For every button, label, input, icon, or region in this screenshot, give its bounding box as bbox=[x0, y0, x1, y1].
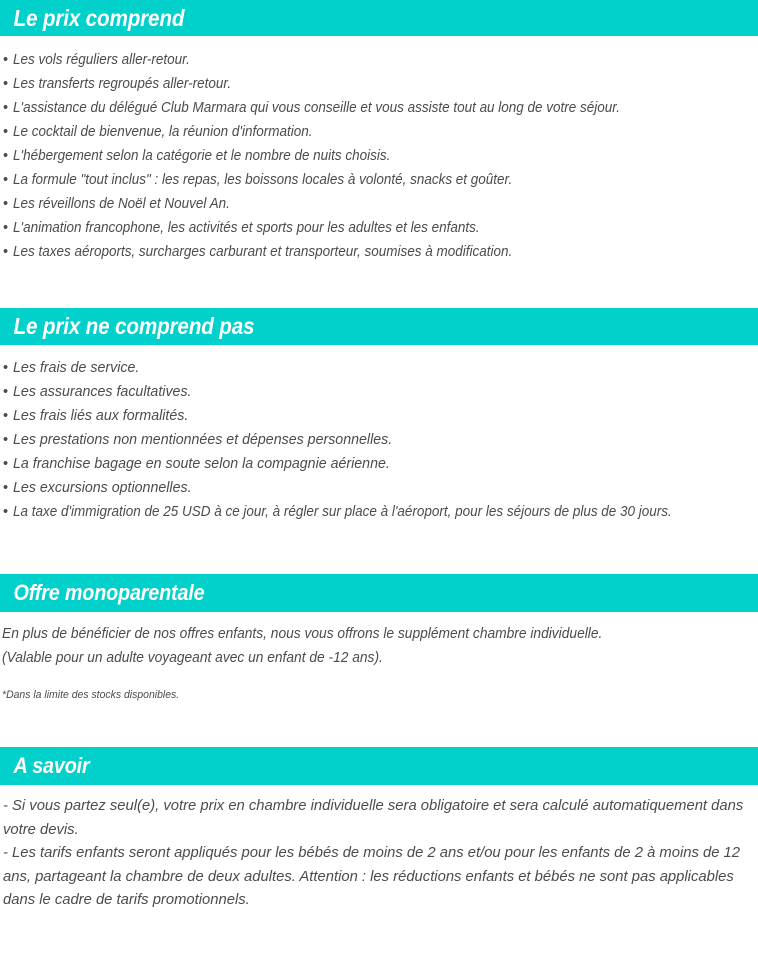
section-header-offre-monoparentale bbox=[0, 574, 758, 612]
section-title: Le prix comprend bbox=[13, 4, 185, 31]
list-item-label: Le cocktail de bienvenue, la réunion d'information. bbox=[13, 124, 313, 140]
section-spacer bbox=[0, 524, 758, 574]
paragraph: - Les tarifs enfants seront appliqués pour les bébés de moins de 2 ans et/ou pour les enfants de 2 à moins de 12 ans, partageant la chambre de deux adultes. Attention : les réductions enfants et bébés ne sont pas applicables dans le cadre de tarifs promotionnels. bbox=[3, 845, 741, 908]
bullet-dot-icon: • bbox=[3, 220, 9, 236]
list-item-label: Les réveillons de Noël et Nouvel An. bbox=[13, 196, 230, 212]
paragraph: En plus de bénéficier de nos offres enfants, nous vous offrons le supplément chambre individuelle. bbox=[2, 626, 603, 642]
bullet-dot-icon: • bbox=[3, 432, 9, 448]
bullet-dot-icon: • bbox=[3, 196, 9, 212]
section-title: A savoir bbox=[13, 753, 90, 778]
bullet-dot-icon: • bbox=[3, 124, 9, 140]
list-item bbox=[3, 404, 758, 428]
list-item-label: La taxe d'immigration de 25 USD à ce jour, à régler sur place à l'aéroport, pour les séjours de plus de 30 jours. bbox=[13, 504, 672, 520]
spacer bbox=[2, 670, 758, 687]
list-item-label: Les prestations non mentionnées et dépenses personnelles. bbox=[13, 432, 393, 448]
list-item-label: La franchise bagage en soute selon la compagnie aérienne. bbox=[13, 456, 390, 472]
list-item-label: Les transferts regroupés aller-retour. bbox=[13, 76, 232, 92]
bullet-dot-icon: • bbox=[3, 52, 9, 68]
bullet-dot-icon: • bbox=[3, 172, 9, 188]
list-item bbox=[3, 72, 758, 96]
bullet-dot-icon: • bbox=[3, 100, 9, 116]
list-item-label: Les taxes aéroports, surcharges carburant et transporteur, soumises à modification. bbox=[13, 244, 513, 260]
list-item bbox=[3, 168, 758, 192]
paragraph: (Valable pour un adulte voyageant avec un enfant de -12 ans). bbox=[2, 650, 383, 666]
list-item bbox=[3, 500, 758, 524]
list-item bbox=[3, 48, 758, 72]
list-item bbox=[3, 356, 758, 380]
bullet-dot-icon: • bbox=[3, 480, 9, 496]
bullet-dot-icon: • bbox=[3, 76, 9, 92]
included-items-list bbox=[0, 36, 758, 264]
spacer bbox=[2, 785, 758, 795]
list-item bbox=[3, 380, 758, 404]
section-title: Offre monoparentale bbox=[13, 580, 205, 605]
list-item bbox=[3, 452, 758, 476]
bullet-dot-icon: • bbox=[3, 148, 9, 164]
section-header-a-savoir bbox=[0, 747, 758, 785]
section-header-prix-comprend bbox=[0, 0, 758, 36]
list-item bbox=[3, 120, 758, 144]
list-item bbox=[3, 240, 758, 264]
section-spacer bbox=[0, 264, 758, 308]
footnote: *Dans la limite des stocks disponibles. bbox=[2, 689, 180, 701]
list-item-label: Les frais de service. bbox=[13, 360, 140, 376]
offre-monoparentale-body bbox=[0, 612, 758, 703]
section-spacer bbox=[0, 703, 758, 747]
bullet-dot-icon: • bbox=[3, 360, 9, 376]
list-item-label: Les excursions optionnelles. bbox=[13, 480, 192, 496]
list-item-label: L'hébergement selon la catégorie et le nombre de nuits choisis. bbox=[13, 148, 391, 164]
bullet-dot-icon: • bbox=[3, 384, 9, 400]
list-item bbox=[3, 192, 758, 216]
list-item-label: Les assurances facultatives. bbox=[13, 384, 192, 400]
a-savoir-body bbox=[0, 785, 758, 913]
bullet-dot-icon: • bbox=[3, 456, 9, 472]
spacer bbox=[2, 612, 758, 622]
bullet-dot-icon: • bbox=[3, 244, 9, 260]
list-item-label: Les frais liés aux formalités. bbox=[13, 408, 189, 424]
section-title: Le prix ne comprend pas bbox=[13, 313, 255, 339]
bullet-dot-icon: • bbox=[3, 504, 9, 520]
list-item bbox=[3, 96, 758, 120]
list-item-label: Les vols réguliers aller-retour. bbox=[13, 52, 190, 68]
list-item bbox=[3, 144, 758, 168]
list-item bbox=[3, 216, 758, 240]
list-item bbox=[3, 428, 758, 452]
excluded-items-list bbox=[0, 345, 758, 524]
list-item-label: L'assistance du délégué Club Marmara qui vous conseille et vous assiste tout au long de votre séjour. bbox=[13, 100, 620, 116]
list-item-label: La formule "tout inclus" : les repas, les boissons locales à volonté, snacks et goûter. bbox=[13, 172, 513, 188]
paragraph: - Si vous partez seul(e), votre prix en chambre individuelle sera obligatoire et sera calculé automatiquement dans votre devis. bbox=[3, 798, 744, 838]
bullet-dot-icon: • bbox=[3, 408, 9, 424]
section-header-prix-ne-comprend-pas bbox=[0, 308, 758, 345]
list-item bbox=[3, 476, 758, 500]
list-item-label: L'animation francophone, les activités et sports pour les adultes et les enfants. bbox=[13, 220, 480, 236]
